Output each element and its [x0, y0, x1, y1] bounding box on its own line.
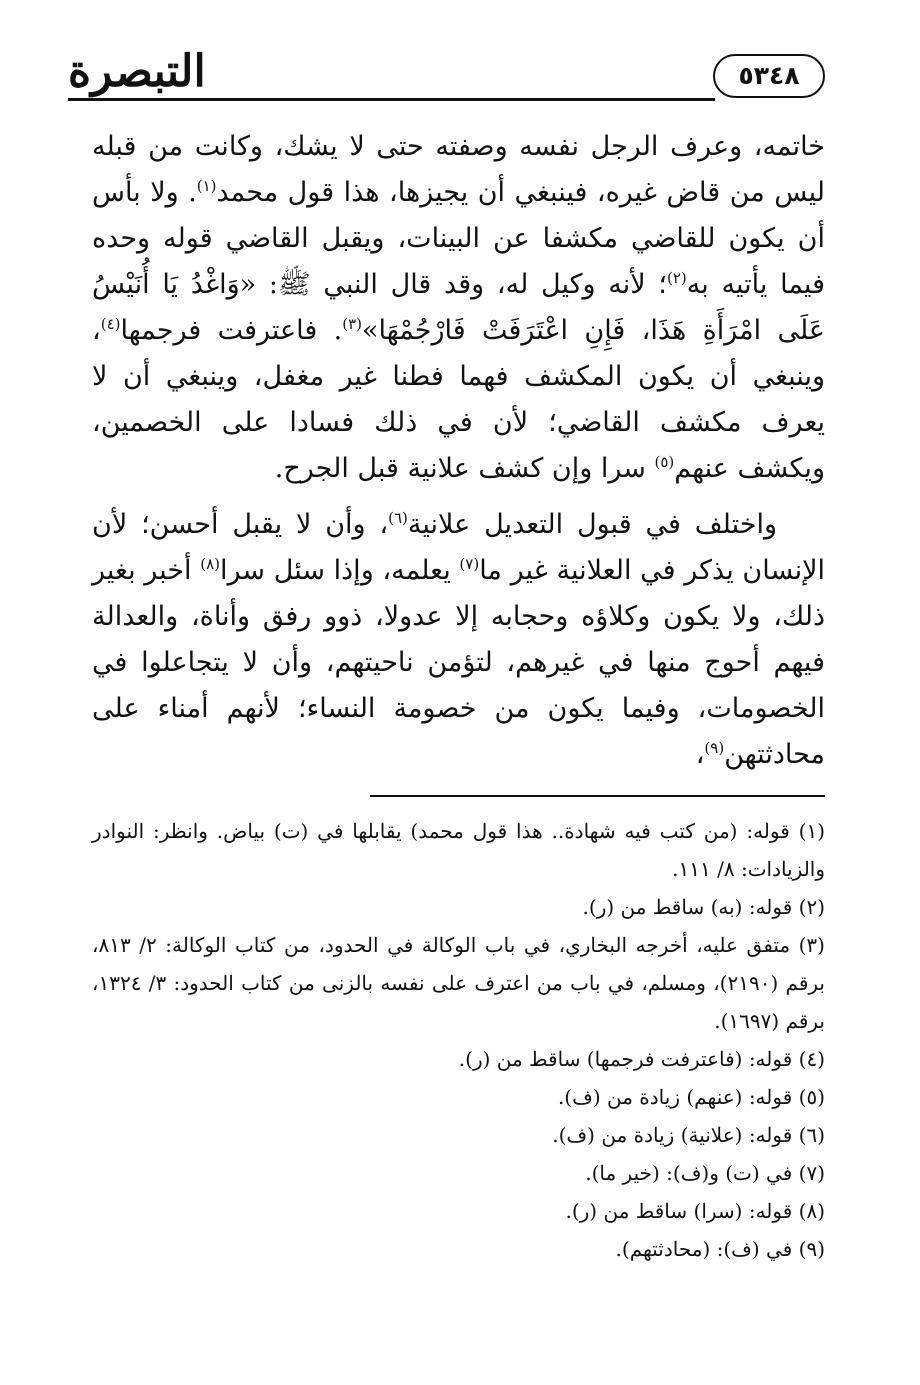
footnote-separator — [370, 795, 825, 797]
footnote-1: (١) قوله: (من كتب فيه شهادة.. هذا قول محمد) يقابلها في (ت) بياض. وانظر: النوادر والزيادات: ٨/ ١١١. — [92, 819, 825, 881]
footnote-7: (٧) في (ت) و(ف): (خير ما). — [585, 1161, 825, 1185]
page-header — [68, 38, 825, 108]
main-text — [92, 124, 825, 788]
footnote-5: (٥) قوله: (عنهم) زيادة من (ف). — [557, 1085, 825, 1109]
footnote-ref-1: (١) — [196, 177, 217, 195]
page-number: ٥٣٤٨ — [738, 61, 800, 90]
footnote-ref-5: (٥) — [654, 453, 675, 471]
footnote-ref-8: (٨) — [200, 555, 221, 573]
text-segment: أخبر بغير ذلك، ولا يكون وكلاؤه وحجابه إلا عدولا، ذوو رفق وأناة، والعدالة فيهم أحوج منها في غيرهم، لتؤمن ناحيتهم، وأن لا يتجاعلوا في الخصومات، وفيما يكون من خصومة النساء؛ لأنهم أمناء على محادثتهن — [92, 555, 825, 770]
hadith-quote: ؛ لأنه وكيل له، وقد قال النبي ﷺ: «وَاغْدُ يَا أُنَيْسُ عَلَى امْرَأَةِ هَذَا، فَإِنِ اعْتَرَفَتْ فَارْجُمْهَا» — [92, 269, 825, 346]
text-segment: واختلف في قبول التعديل علانية — [407, 509, 777, 540]
text-segment: ، — [695, 739, 705, 770]
footnote-8: (٨) قوله: (سرا) ساقط من (ر). — [565, 1199, 825, 1223]
text-segment: خاتمه، وعرف الرجل نفسه وصفته حتى لا يشك، وكانت من قبله ليس من قاض غيره، فينبغي أن يجيزها، هذا قول محمد — [92, 131, 825, 208]
book-title: التبصرة — [68, 46, 206, 97]
text-segment: ، وأن لا يقبل أحسن؛ لأن الإنسان يذكر في العلانية غير ما — [92, 509, 825, 586]
text-segment: يعلمه، وإذا سئل سرا — [220, 555, 460, 586]
text-segment: ، وينبغي أن يكون المكشف فهما فطنا غير مغفل، وينبغي أن لا يعرف مكشف القاضي؛ لأن في ذلك فسادا على الخصمين، ويكشف عنهم — [92, 315, 825, 484]
text-segment: . فاعترفت فرجمها — [120, 315, 343, 346]
footnote-3: (٣) متفق عليه، أخرجه البخاري، في باب الوكالة في الحدود، من كتاب الوكالة: ٢/ ٨١٣، برقم (٢١٩٠)، ومسلم، في باب من اعترف على نفسه بالزنى من كتاب الحدود: ٣/ ١٣٢٤، برقم (١٦٩٧). — [92, 933, 825, 1033]
footnotes — [92, 812, 825, 1268]
footnote-2: (٢) قوله: (به) ساقط من (ر). — [582, 895, 825, 919]
footnote-6: (٦) قوله: (علانية) زيادة من (ف). — [552, 1123, 825, 1147]
page-number-badge — [713, 54, 825, 98]
footnote-ref-3: (٣) — [342, 315, 362, 333]
text-segment: سرا وإن كشف علانية قبل الجرح. — [274, 453, 655, 484]
footnote-ref-9: (٩) — [704, 739, 725, 757]
text-segment: . ولا بأس أن يكون للقاضي مكشفا عن البينات، ويقبل القاضي قوله وحده فيما يأتيه به — [92, 177, 825, 300]
footnote-ref-2: (٢) — [666, 269, 687, 287]
footnote-9: (٩) في (ف): (محادثتهم). — [615, 1237, 825, 1261]
paragraph-1 — [92, 124, 825, 492]
footnote-ref-4: (٤) — [100, 315, 121, 333]
footnote-ref-7: (٧) — [459, 555, 480, 573]
footnote-4: (٤) قوله: (فاعترفت فرجمها) ساقط من (ر). — [458, 1047, 825, 1071]
paragraph-2 — [92, 502, 825, 778]
footnote-ref-6: (٦) — [388, 509, 408, 527]
